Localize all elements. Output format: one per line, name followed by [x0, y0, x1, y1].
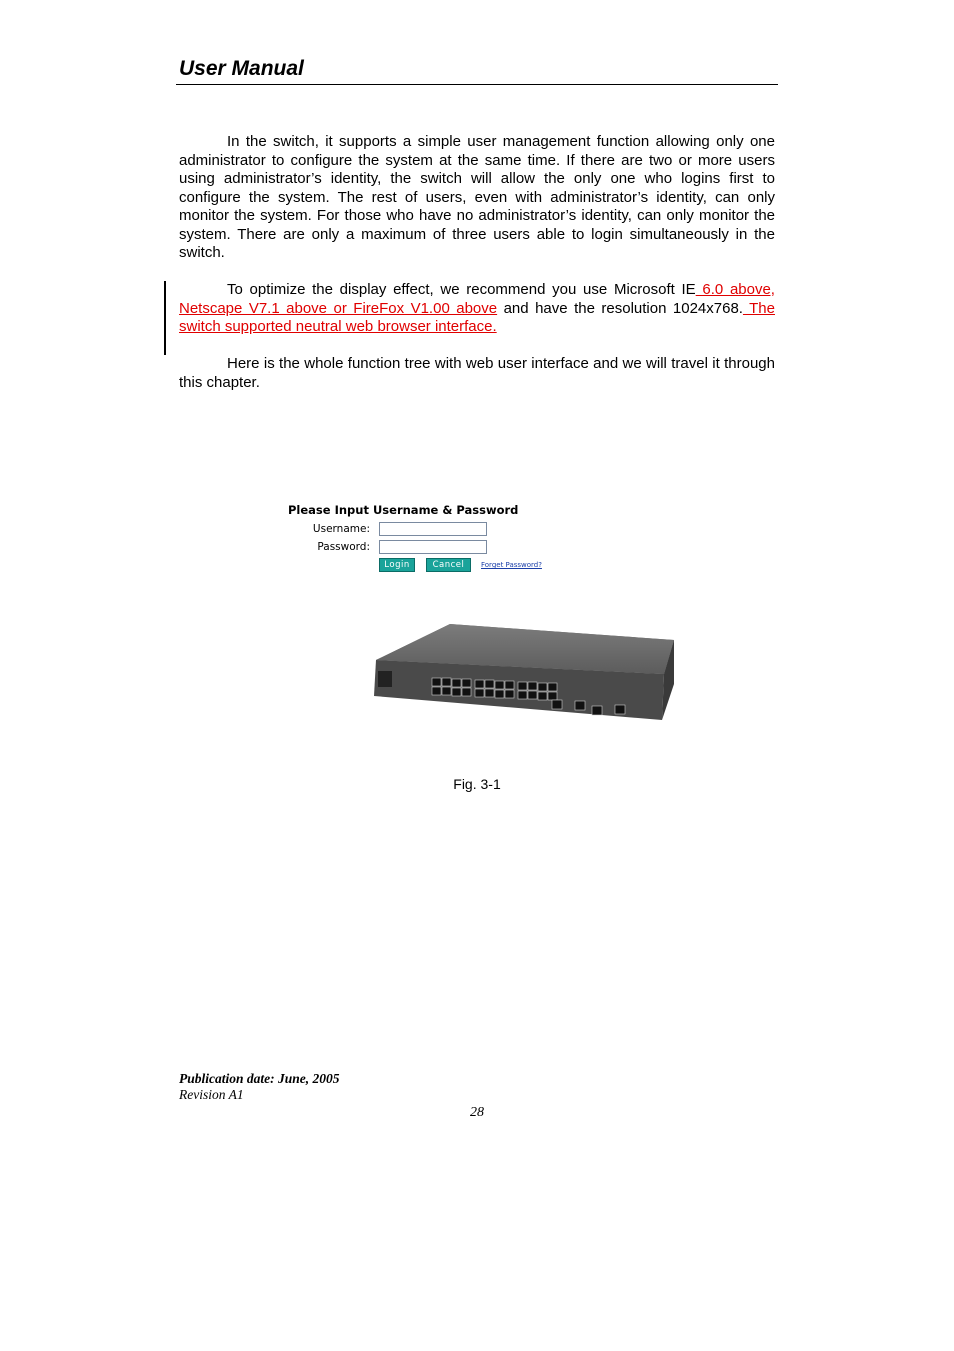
paragraph-text: and have the resolution 1024x768.: [497, 299, 743, 317]
username-label: Username:: [312, 523, 370, 535]
paragraph-browser: [179, 281, 775, 337]
page-number: 28: [470, 1105, 484, 1120]
publication-date: Publication date: June, 2005: [179, 1071, 340, 1086]
header-rule: [176, 84, 778, 85]
switch-device-image: [372, 622, 676, 724]
login-form-figure: [288, 503, 558, 578]
forgot-password-link[interactable]: Forget Password?: [481, 561, 542, 569]
paragraph-function-tree: [179, 355, 775, 392]
revision-label: Revision A1: [179, 1087, 244, 1102]
paragraph-text: To optimize the display effect, we recommend you use Microsoft IE: [227, 281, 696, 298]
figure-caption: Fig. 3-1: [453, 776, 501, 792]
revision-text: 6.0 above, Netscape V7.1 above or FireFox V1.00 above: [179, 281, 775, 317]
paragraph-text: In the switch, it supports a simple user management function allowing only one administrator to configure the system at the same time. If there are two or more users using administrator’s identity, the switch will allow the only one who logins first to configure the system. The rest of users, even with administrator’s identity, can only monitor the system. For those who have no administrator’s identity, can only monitor the system. There are only a maximum of three users able to login simultaneously in the switch.: [179, 133, 775, 261]
revision-text: The switch supported neutral web browser interface.: [179, 299, 775, 335]
paragraph-user-management: [179, 133, 775, 263]
password-input[interactable]: [379, 540, 487, 554]
password-label: Password:: [317, 541, 370, 553]
change-bar: [164, 281, 166, 355]
login-button[interactable]: Login: [379, 558, 415, 572]
username-input[interactable]: [379, 522, 487, 536]
cancel-button[interactable]: Cancel: [426, 558, 471, 572]
paragraph-text: Here is the whole function tree with web user interface and we will travel it through this chapter.: [179, 355, 775, 391]
page-header-title: User Manual: [179, 57, 304, 80]
login-title: Please Input Username & Password: [288, 503, 519, 517]
